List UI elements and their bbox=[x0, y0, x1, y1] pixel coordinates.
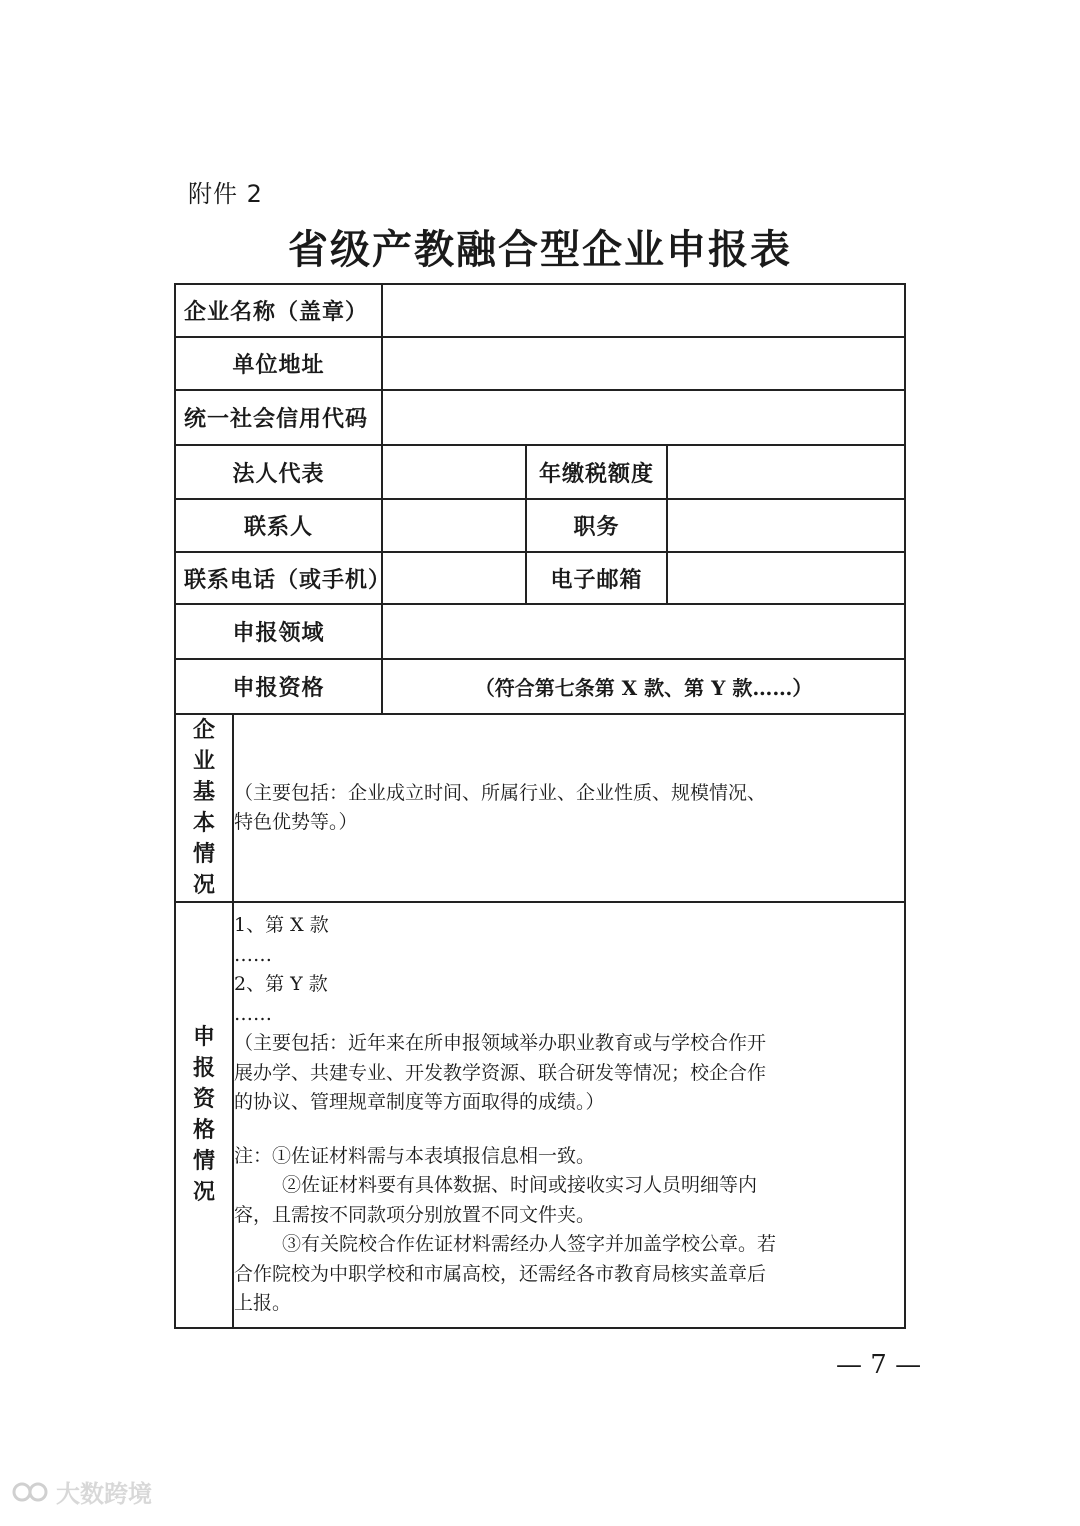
email-label: 电子邮箱 bbox=[526, 552, 667, 604]
qual-status-label-char: 申 bbox=[192, 1025, 215, 1050]
qual-status-label-char: 格 bbox=[192, 1118, 215, 1143]
note-3-cont: 上报。 bbox=[234, 1292, 292, 1315]
credit-code-label: 统一社会信用代码 bbox=[175, 390, 382, 445]
note-1: 注：①佐证材料需与本表填报信息相一致。 bbox=[234, 1144, 596, 1167]
qualification-label: 申报资格 bbox=[175, 659, 382, 714]
basic-info-field[interactable] bbox=[233, 714, 905, 902]
basic-info-label-char: 本 bbox=[192, 811, 215, 836]
qual-status-label-char: 情 bbox=[192, 1149, 215, 1174]
basic-info-hint-line: （主要包括：企业成立时间、所属行业、企业性质、规模情况、 bbox=[234, 781, 767, 804]
qual-status-field[interactable] bbox=[233, 902, 905, 1328]
qual-status-label bbox=[175, 902, 233, 1328]
company-name-label: 企业名称（盖章） bbox=[175, 284, 382, 337]
field-input[interactable] bbox=[382, 604, 905, 659]
watermark-logo-icon bbox=[12, 1480, 50, 1504]
address-field[interactable] bbox=[382, 337, 905, 390]
qual-hint-line: （主要包括：近年来在所申报领域举办职业教育或与学校合作开 bbox=[234, 1032, 767, 1055]
note-3-cont: 合作院校为中职学校和市属高校，还需经各市教育局核实盖章后 bbox=[234, 1262, 767, 1285]
credit-code-field[interactable] bbox=[382, 390, 905, 445]
page-title: 省级产教融合型企业申报表 bbox=[288, 226, 792, 273]
email-field[interactable] bbox=[667, 552, 905, 604]
basic-info-label bbox=[175, 714, 233, 902]
phone-field[interactable] bbox=[382, 552, 526, 604]
qual-hint-line: 展办学、共建专业、开发教学资源、联合研发等情况；校企合作 bbox=[234, 1061, 767, 1084]
annual-tax-field[interactable] bbox=[667, 445, 905, 499]
qual-status-label-char: 资 bbox=[192, 1087, 215, 1112]
qual-item: …… bbox=[234, 1002, 272, 1025]
qual-item: 2、第 Y 款 bbox=[234, 973, 328, 996]
qual-status-label-char: 报 bbox=[192, 1056, 215, 1081]
contact-field[interactable] bbox=[382, 499, 526, 552]
qualification-note: （符合第七条第 X 款、第 Y 款……） bbox=[382, 659, 905, 714]
note-2: ②佐证材料要有具体数据、时间或接收实习人员明细等内 bbox=[282, 1174, 758, 1197]
attachment-label: 附件 2 bbox=[188, 180, 263, 208]
qual-item: 1、第 X 款 bbox=[234, 914, 329, 937]
field-label: 申报领域 bbox=[175, 604, 382, 659]
watermark bbox=[12, 1474, 152, 1509]
contact-label: 联系人 bbox=[175, 499, 382, 552]
legal-rep-label: 法人代表 bbox=[175, 445, 382, 499]
qual-status-label-char: 况 bbox=[192, 1180, 215, 1205]
legal-rep-field[interactable] bbox=[382, 445, 526, 499]
position-label: 职务 bbox=[526, 499, 667, 552]
basic-info-hint-line: 特色优势等。） bbox=[234, 811, 358, 833]
basic-info-label-char: 业 bbox=[192, 749, 215, 774]
qual-hint-line: 的协议、管理规章制度等方面取得的成绩。） bbox=[234, 1091, 605, 1114]
watermark-text: 大数跨境 bbox=[56, 1480, 152, 1508]
note-2-cont: 容，且需按不同款项分别放置不同文件夹。 bbox=[234, 1203, 596, 1226]
application-form-table bbox=[174, 283, 906, 1329]
phone-label: 联系电话（或手机） bbox=[175, 552, 382, 604]
qual-item: …… bbox=[234, 943, 272, 966]
basic-info-label-char: 企 bbox=[192, 718, 215, 743]
page-number: — 7 — bbox=[836, 1350, 922, 1380]
position-field[interactable] bbox=[667, 499, 905, 552]
address-label: 单位地址 bbox=[175, 337, 382, 390]
company-name-field[interactable] bbox=[382, 284, 905, 337]
annual-tax-label: 年缴税额度 bbox=[526, 445, 667, 499]
basic-info-label-char: 情 bbox=[192, 842, 215, 867]
basic-info-label-char: 基 bbox=[192, 780, 215, 805]
note-3: ③有关院校合作佐证材料需经办人签字并加盖学校公章。若 bbox=[282, 1233, 777, 1256]
basic-info-label-char: 况 bbox=[192, 873, 215, 898]
